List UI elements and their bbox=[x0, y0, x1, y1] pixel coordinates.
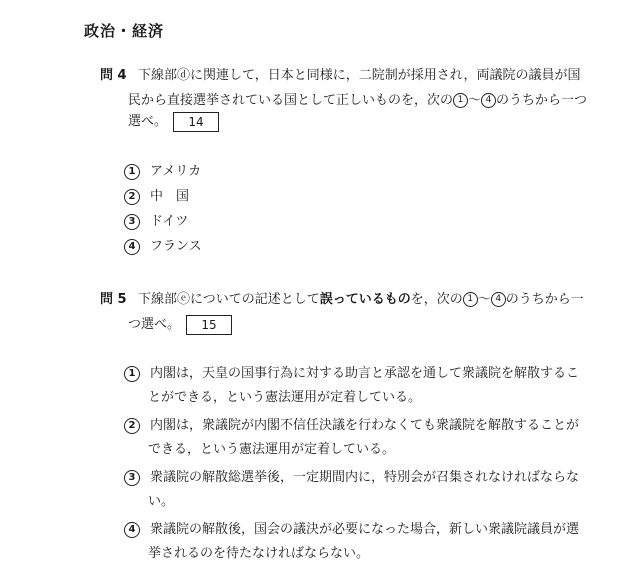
option-text: フランス bbox=[150, 239, 202, 254]
option-number-marker: 2 bbox=[124, 189, 140, 205]
question-5-line2 bbox=[128, 313, 232, 335]
option-text: ドイツ bbox=[150, 214, 189, 229]
option-number-marker: 3 bbox=[124, 214, 140, 230]
question-4-number: 問 4 bbox=[100, 68, 127, 83]
option-number-marker: 2 bbox=[124, 418, 140, 434]
option-text: アメリカ bbox=[150, 164, 202, 179]
q5-option-1-cont: とができる，という憲法運用が定着している。 bbox=[148, 390, 422, 405]
emphasis-incorrect: 誤っているもの bbox=[319, 292, 411, 307]
q4-option-1[interactable] bbox=[124, 160, 201, 180]
question-4-line2-b: のうちから一つ bbox=[496, 93, 588, 108]
option-number-marker: 1 bbox=[124, 366, 140, 382]
q5-option-4[interactable] bbox=[124, 518, 579, 538]
answer-box-15[interactable]: 15 bbox=[186, 315, 232, 335]
q4-option-2[interactable] bbox=[124, 185, 189, 205]
question-5-line1-c: のうちから一 bbox=[505, 292, 584, 307]
range-end-marker: 4 bbox=[491, 292, 506, 307]
option-number-marker: 4 bbox=[124, 239, 140, 255]
q5-option-1[interactable] bbox=[124, 362, 579, 382]
range-start-marker: 1 bbox=[453, 93, 468, 108]
q5-option-2[interactable] bbox=[124, 414, 579, 434]
q5-option-3-cont: い。 bbox=[148, 494, 175, 509]
range-separator: 〜 bbox=[477, 292, 491, 307]
range-start-marker: 1 bbox=[463, 292, 478, 307]
question-5-line1-b: を，次の bbox=[410, 292, 463, 307]
answer-box-14[interactable]: 14 bbox=[173, 112, 219, 132]
q5-option-2-cont: できる，という憲法運用が定着している。 bbox=[148, 442, 396, 457]
q5-option-3[interactable] bbox=[124, 466, 579, 486]
option-text-line1: 内閣は，衆議院が内閣不信任決議を行わなくても衆議院を解散することが bbox=[150, 418, 580, 433]
option-text: 中 国 bbox=[150, 189, 190, 204]
question-5-number: 問 5 bbox=[100, 292, 127, 307]
q4-option-4[interactable] bbox=[124, 235, 202, 255]
option-number-marker: 1 bbox=[124, 164, 140, 180]
section-title: 政治・経済 bbox=[84, 22, 165, 40]
option-text-line1: 衆議院の解散総選挙後，一定期間内に，特別会が召集されなければならな bbox=[150, 470, 580, 485]
question-4-line2 bbox=[128, 89, 587, 108]
range-end-marker: 4 bbox=[481, 93, 496, 108]
question-4-instruction: 選べ。 bbox=[128, 114, 168, 129]
option-number-marker: 3 bbox=[124, 470, 140, 486]
question-4-line3 bbox=[128, 110, 219, 132]
option-text-line1: 内閣は，天皇の国事行為に対する助言と承認を通して衆議院を解散するこ bbox=[150, 366, 580, 381]
q4-option-3[interactable] bbox=[124, 210, 188, 230]
option-number-marker: 4 bbox=[124, 522, 140, 538]
question-5-line1-a: 下線部ⓔについての記述として bbox=[138, 292, 320, 307]
question-5-instruction: つ選べ。 bbox=[128, 317, 181, 332]
range-separator: 〜 bbox=[468, 93, 482, 108]
option-text-line1: 衆議院の解散後，国会の議決が必要になった場合，新しい衆議院議員が選 bbox=[150, 522, 580, 537]
q5-option-4-cont: 挙されるのを待たなければならない。 bbox=[148, 546, 370, 561]
question-5-line1 bbox=[138, 288, 584, 307]
question-4-line1: 下線部ⓓに関連して，日本と同様に，二院制が採用され，両議院の議員が国 bbox=[138, 68, 581, 83]
question-4-line2-a: 民から直接選挙されている国として正しいものを，次の bbox=[128, 93, 454, 108]
